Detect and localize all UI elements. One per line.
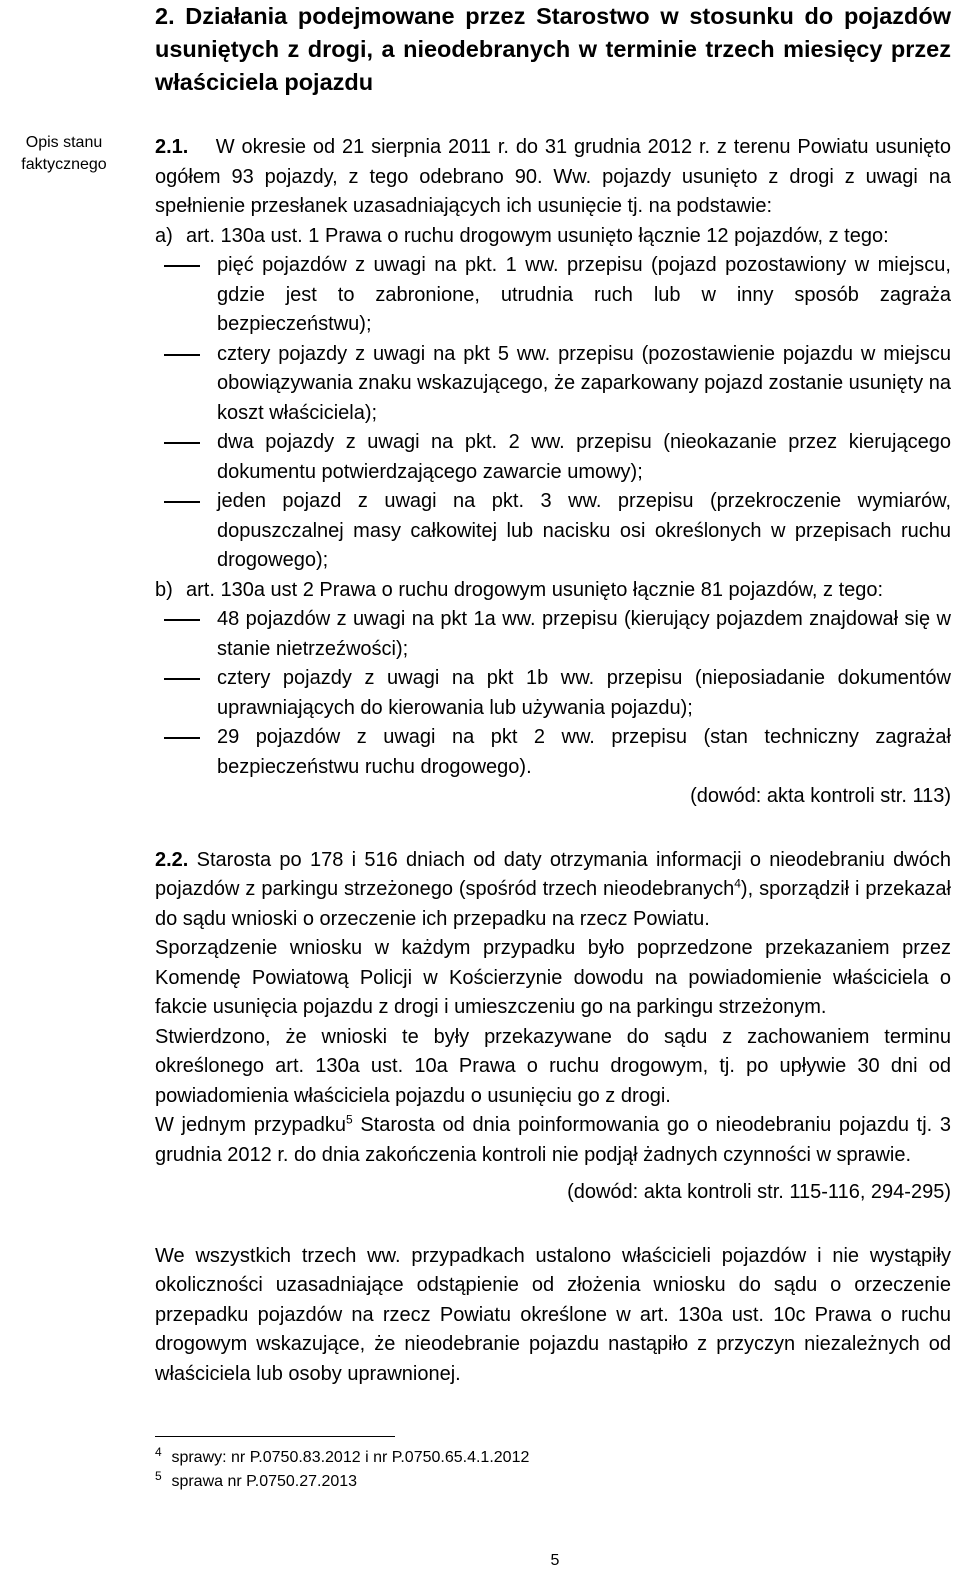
section-2-2-paragraph-2: Sporządzenie wniosku w każdym przypadku było poprzedzone przekazaniem przez Komendę Powiatową Policji w Kościerzynie dowodu na powiadomienie właściciela o fakcie usunięcia pojazdu z drogi i umieszczeniu go na parkingu strzeżonym. bbox=[155, 937, 951, 1018]
sub-label: a) bbox=[155, 224, 173, 247]
list-item-text: cztery pojazdy z uwagi na pkt 5 ww. przepisu (pozostawienie pojazdu w miejscu obowiązywania znaku wskazującego, że zaparkowany pojazd zostanie usunięty na koszt właściciela); bbox=[217, 342, 951, 424]
list-item bbox=[155, 605, 951, 664]
footnote: 5 sprawa nr P.0750.27.2013 bbox=[155, 1468, 358, 1490]
paragraph-text: W jednym przypadku bbox=[155, 1114, 346, 1136]
dash-bullet bbox=[164, 442, 200, 444]
dash-bullet bbox=[164, 354, 200, 356]
footnotes bbox=[155, 1446, 855, 1494]
sub-text: art. 130a ust. 1 Prawa o ruchu drogowym usunięto łącznie 12 pojazdów, z tego: bbox=[186, 224, 889, 247]
section-2-2-paragraph-4 bbox=[155, 1111, 951, 1170]
spacer bbox=[155, 1170, 951, 1178]
dash-bullet bbox=[164, 501, 200, 503]
list-item-text: dwa pojazdy z uwagi na pkt. 2 ww. przepisu (nieokazanie przez kierującego dokumentu potwierdzającego zawarcie umowy); bbox=[217, 431, 951, 483]
dash-bullet bbox=[164, 619, 200, 621]
list-item bbox=[155, 428, 951, 487]
footnote-text: sprawa nr P.0750.27.2013 bbox=[171, 1473, 358, 1490]
list-item-text: jeden pojazd z uwagi na pkt. 3 ww. przepisu (przekroczenie wymiarów, dopuszczalnej masy całkowitej lub nacisku osi określonych w przepisach ruchu drogowego); bbox=[217, 490, 951, 571]
footnote: 4 sprawy: nr P.0750.83.2012 i nr P.0750.65.4.1.2012 bbox=[155, 1444, 530, 1466]
footnote-separator bbox=[155, 1436, 395, 1437]
list-item bbox=[155, 723, 951, 782]
footnote-text: sprawy: nr P.0750.83.2012 i nr P.0750.65.4.1.2012 bbox=[171, 1449, 530, 1466]
dash-bullet bbox=[164, 737, 200, 739]
section-number: 2.1. bbox=[155, 136, 189, 158]
section-2-2-paragraph-5: We wszystkich trzech ww. przypadkach ustalono właścicieli pojazdów i nie wystąpiły okoliczności uzasadniające odstąpienie od złożenia wniosku do sądu o orzeczenie przepadku pojazdów na rzecz Powiatu określone w art. 130a ust. 10c Prawa o ruchu drogowym wskazujące, że nieodebranie pojazdu nastąpiło z przyczyn niezależnych od właściciela lub osoby uprawnionej. bbox=[155, 1244, 951, 1385]
dash-bullet bbox=[164, 678, 200, 680]
spacer bbox=[155, 1208, 951, 1242]
sub-item-b bbox=[155, 576, 951, 606]
dash-bullet bbox=[164, 265, 200, 267]
sub-text: art. 130a ust 2 Prawa o ruchu drogowym usunięto łącznie 81 pojazdów, z tego: bbox=[186, 578, 884, 601]
document-body bbox=[155, 133, 951, 1389]
paragraph-text: W okresie od 21 sierpnia 2011 r. do 31 grudnia 2012 r. z terenu Powiatu usunięto ogółem 93 pojazdy, z tego odebrano 90. Ww. pojazdy usunięto z drogi z uwagi na spełnienie przesłanek uzasadniających ich usunięcie tj. na podstawie: bbox=[155, 136, 951, 217]
list-item-text: 48 pojazdów z uwagi na pkt 1a ww. przepisu (kierujący pojazdem znajdował się w stanie nietrzeźwości); bbox=[217, 608, 951, 660]
spacer bbox=[155, 812, 951, 846]
section-2-2-paragraph-1 bbox=[155, 846, 951, 935]
margin-label: Opis stanu faktycznego bbox=[21, 134, 107, 173]
list-item bbox=[155, 664, 951, 723]
paragraph-text: Starosta od dnia poinformowania go o nieodebraniu pojazdu tj. 3 grudnia 2012 r. do dnia zakończenia kontroli nie podjął żadnych czynności w sprawie. bbox=[155, 1114, 951, 1166]
list-item-text: cztery pojazdy z uwagi na pkt 1b ww. przepisu (nieposiadanie dokumentów uprawniających do kierowania lub używania pojazdu); bbox=[217, 667, 951, 719]
evidence-citation: (dowód: akta kontroli str. 113) bbox=[690, 785, 951, 807]
list-item-text: 29 pojazdów z uwagi na pkt 2 ww. przepisu (stan techniczny zagrażał bezpieczeństwu ruchu drogowego). bbox=[217, 726, 951, 778]
paragraph-text: Starosta po 178 i 516 dniach od daty otrzymania informacji o nieodebraniu dwóch pojazdów z parkingu strzeżonego (spośród trzech nieodebranych bbox=[155, 848, 951, 900]
page-number: 5 bbox=[550, 1552, 560, 1569]
section-number: 2.2. bbox=[155, 848, 189, 871]
list-item bbox=[155, 340, 951, 429]
paragraph-text: ), sporządził i przekazał do sądu wnioski o orzeczenie ich przepadku na rzecz Powiatu. bbox=[155, 878, 951, 930]
section-2-2-paragraph-3: Stwierdzono, że wnioski te były przekazywane do sądu z zachowaniem terminu określonego art. 130a ust. 10a Prawa o ruchu drogowym, tj. po upływie 30 dni od powiadomienia właściciela pojazdu o usunięciu go z drogi. bbox=[155, 1025, 951, 1107]
footnote-ref: 5 bbox=[346, 1112, 353, 1127]
list-item-text: pięć pojazdów z uwagi na pkt. 1 ww. przepisu (pojazd pozostawiony w miejscu, gdzie jest to zabronione, utrudnia ruch lub w inny sposób zagraża bezpieczeństwu); bbox=[217, 254, 951, 335]
section-heading: 2. Działania podejmowane przez Starostwo w stosunku do pojazdów usuniętych z drogi, a nieodebranych w terminie trzech miesięcy przez właściciela pojazdu bbox=[155, 3, 951, 95]
list-item bbox=[155, 251, 951, 340]
footnote-ref: 4 bbox=[734, 876, 741, 891]
list-item bbox=[155, 487, 951, 576]
sub-label: b) bbox=[155, 578, 173, 601]
evidence-citation: (dowód: akta kontroli str. 115-116, 294-295) bbox=[567, 1181, 951, 1203]
sub-item-a bbox=[155, 222, 951, 252]
section-2-1-intro bbox=[155, 133, 951, 222]
